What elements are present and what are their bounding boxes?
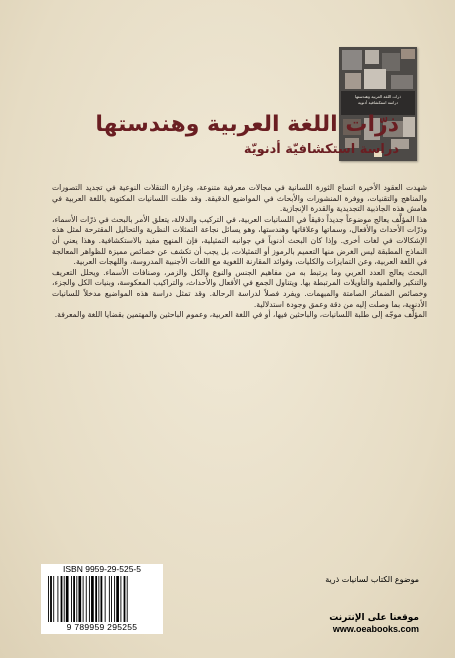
barcode-block	[41, 564, 163, 634]
isbn-text: ISBN 9959-29-525-5	[63, 564, 141, 574]
thumbnail-subtitle-line: دراسة استكشافية أدنوية	[357, 100, 399, 105]
barcode-number: 9 789959 295255	[66, 622, 138, 632]
thumbnail-title-line: ذرات اللغة العربية وهندستها	[354, 94, 402, 99]
book-description	[52, 183, 427, 321]
description-paragraph: المؤلَّف موجّه إلى طلبة اللسانيات، والباحثين فيها، أو في اللغة العربية، وعموم الباحثين والمهتمين بقضايا اللغة والمعرفة.	[54, 310, 427, 320]
description-paragraph: شهدت العقود الأخيرة اتساع الثورة اللسانية في مجالات معرفية متنوعة، وغزارة التنقلات النوعية في تجديد التصورات والمناهج والتقنيات، ووفرة المنشورات والأبحاث في المواضيع الدقيقة. وقد ظلت اللسانيات المكتوبة باللغة العربية في هامش هذه الجاذبية التجديدية والقدرة الإنجازية.	[52, 183, 427, 214]
book-subtitle: دراسة استكشافيّة أدنويّة	[243, 142, 399, 157]
book-title: ذرّات اللغة العربية وهندستها	[95, 112, 399, 137]
description-paragraph: هذا المؤلَّف يعالج موضوعاً جديداً دقيقاً في اللسانيات العربية، في التركيب والدلالة، يتعلق الأمر بالبحث في ذرّات الأسماء، وذرّات الأحداث والأفعال، وسماتها وعلاقاتها وهندستها، وهو يسائل نجاعة التمثلات النظرية والتحاليل المقترحة لمثل هذه الإشكالات في لغات أخرى. وإذا كان البحث أدنوياً في جوانبه التمثيلية، فإن المنهج مفيد بالاستكشافية. وهذا يعني أن النماذج المطبقة ليس الغرض منها التعميم بالرموز أو التمثيلات، بل يجب أن تكشف عن خصائص مميزة للظواهر المعالجة في اللغة العربية، وعن التمايزات والكليات، وفوائد المقارنة اللغوية مع اللغات الأجنبية المدروسة، واللهجات العربية.	[52, 214, 427, 267]
website-label: موقعنا على الإنترنت	[329, 613, 419, 623]
website-url: www.oeabooks.com	[332, 624, 419, 634]
description-paragraph: البحث يعالج العدد العربي وما يرتبط به من مفاهيم الجنس والنوع والكل والزمر، وصنافات الأسماء. ويحلل التعريف والتنكير والعلمية والتأويلات المرتبطة بها. ويتناول الجمع في الأفعال والأحداث، والتراكيب المعكوسة، وبنيات الكل والجزء، وخصائص الضمائر الصامتة والمبهمات. ويفرد فصلاً لدراسة الرحالة. وقد تمثل دراسة هذه المواضيع مدخلاً للسانيات الأدنوية، بما وصلت إليه من دقة وعمق وجودة استدلالية.	[52, 267, 427, 309]
book-subject: موضوع الكتاب لسانيات ذرية	[325, 575, 419, 584]
barcode-icon	[47, 576, 157, 622]
